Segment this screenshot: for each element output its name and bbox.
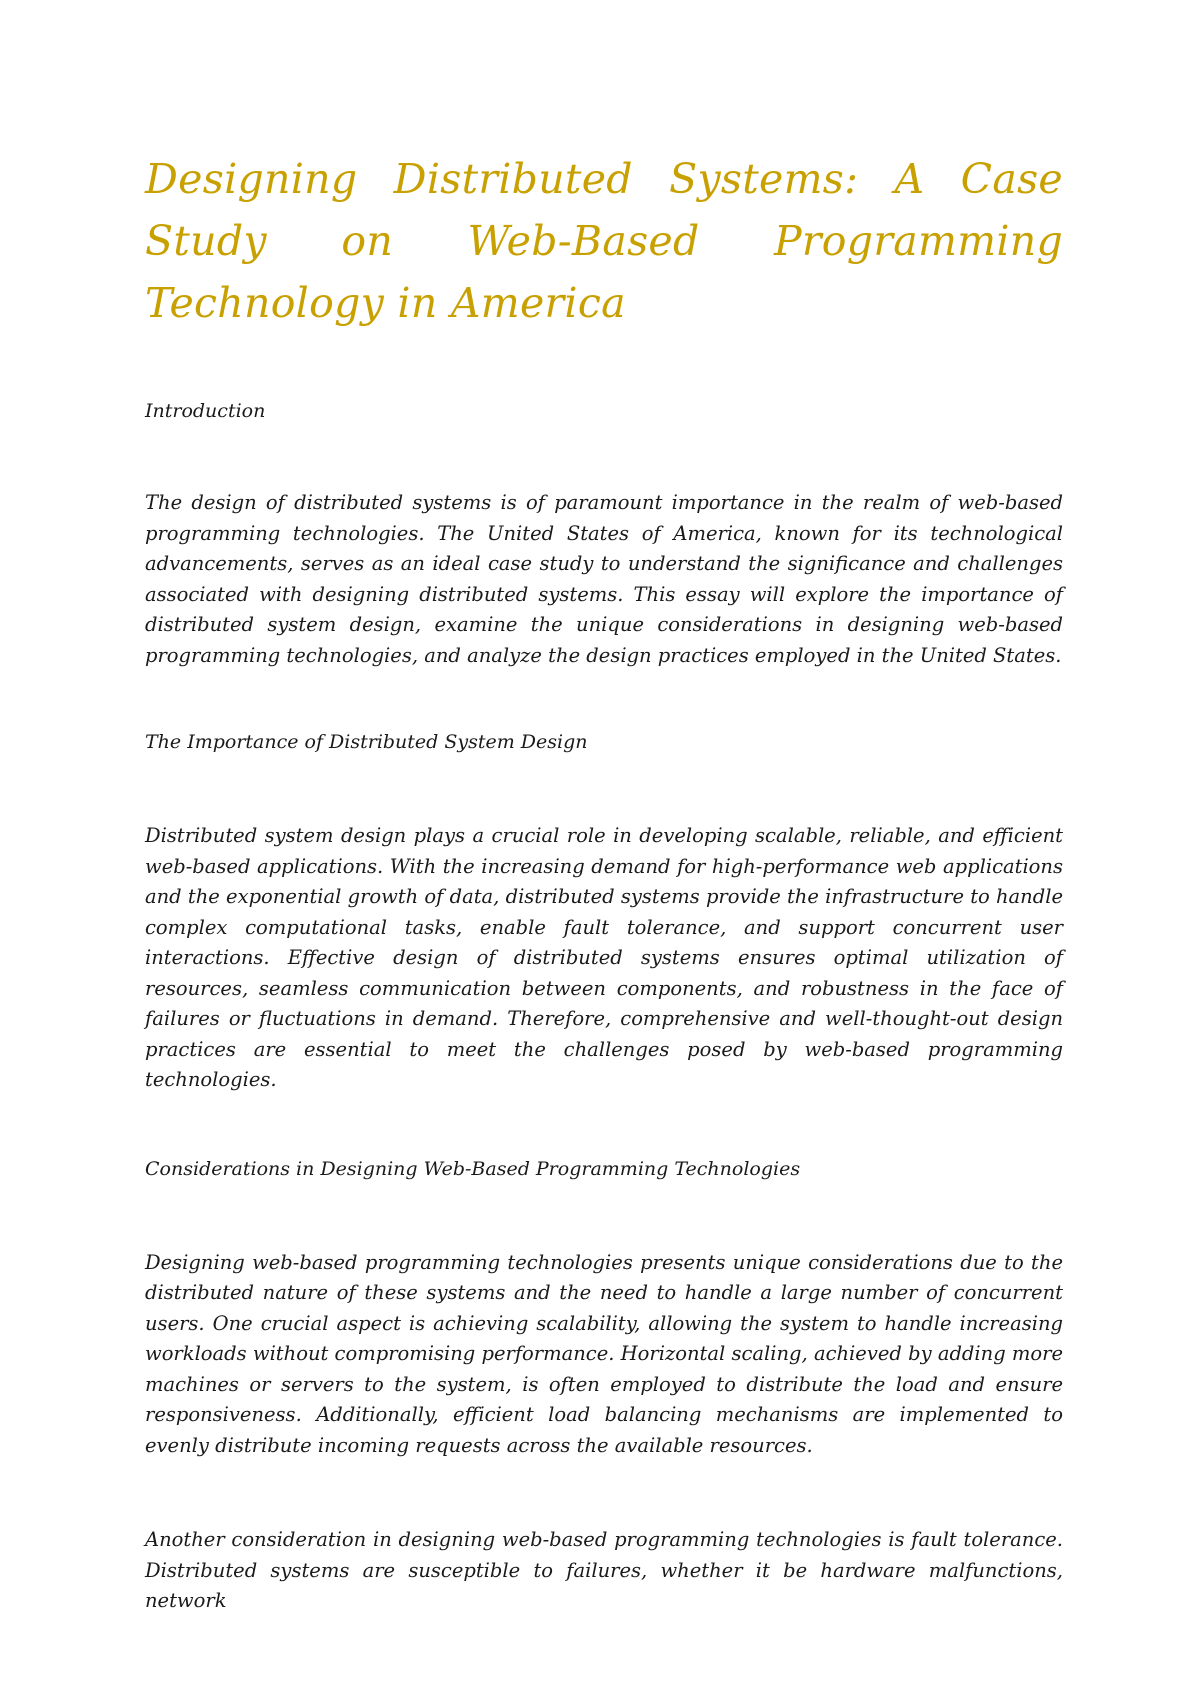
paragraph-importance: Distributed system design plays a crucial role in developing scalable, reliable, and efficient web-based applications. With the increasing demand for high-performance web applications and the exponential growth of data, distributed systems provide the infrastructure to handle complex computational tasks, enable fault tolerance, and support concurrent user interactions. Effective design of distributed systems ensures optimal utilization of resources, seamless communication between components, and robustness in the face of failures or fluctuations in demand. Therefore, comprehensive and well-thought-out design practices are essential to meet the challenges posed by web-based programming technologies. [145, 824, 1063, 1091]
section-heading-considerations: Considerations in Designing Web-Based Programming Technologies [145, 1157, 801, 1180]
section-heading-importance: The Importance of Distributed System Design [145, 731, 588, 753]
section-heading-introduction: Introduction [145, 400, 266, 422]
document-title: Designing Distributed Systems: A Case Study on Web-Based Programming Technology in America [145, 155, 1063, 327]
paragraph-considerations-fault-tolerance: Another consideration in designing web-based programming technologies is fault tolerance. Distributed systems are susceptible to failures, whether it be hardware malfunctions, network [145, 1528, 1063, 1612]
paragraph-introduction: The design of distributed systems is of paramount importance in the realm of web-based programming technologies. The United States of America, known for its technological advancements, serves as an ideal case study to understand the significance and challenges associated with designing distributed systems. This essay will explore the importance of distributed system design, examine the unique considerations in designing web-based programming technologies, and analyze the design practices employed in the United States. [145, 491, 1063, 667]
paragraph-considerations-scalability: Designing web-based programming technologies presents unique considerations due to the distributed nature of these systems and the need to handle a large number of concurrent users. One crucial aspect is achieving scalability, allowing the system to handle increasing workloads without compromising performance. Horizontal scaling, achieved by adding more machines or servers to the system, is often employed to distribute the load and ensure responsiveness. Additionally, efficient load balancing mechanisms are implemented to evenly distribute incoming requests across the available resources. [145, 1250, 1063, 1457]
document-body [145, 148, 1063, 1617]
